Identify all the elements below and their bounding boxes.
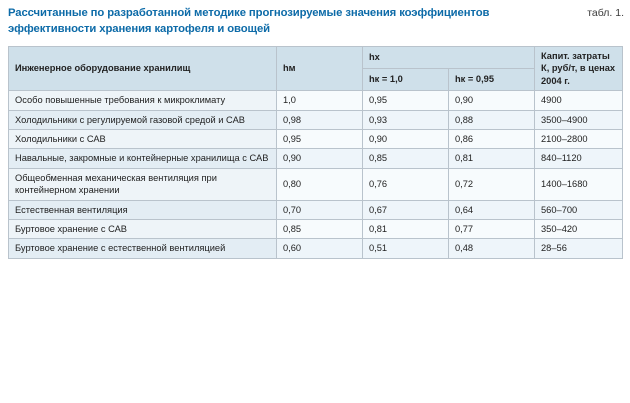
- cell-hx-095: 0,90: [449, 91, 535, 110]
- cell-capex: 4900: [535, 91, 623, 110]
- document-header: [0, 6, 630, 37]
- table-header: [9, 47, 623, 91]
- cell-equipment: Холодильники с САВ: [9, 130, 277, 149]
- cell-equipment: Навальные, закромные и контейнерные хранилища с САВ: [9, 149, 277, 168]
- cell-hm: 0,70: [277, 200, 363, 219]
- cell-hx-10: 0,51: [363, 239, 449, 258]
- column-header-hm: hм: [277, 47, 363, 91]
- table-row: [9, 91, 623, 110]
- cell-hx-10: 0,95: [363, 91, 449, 110]
- cell-hm: 0,95: [277, 130, 363, 149]
- cell-hm: 0,90: [277, 149, 363, 168]
- cell-equipment: Холодильники с регулируемой газовой средой и САВ: [9, 110, 277, 129]
- table-body: [9, 91, 623, 259]
- cell-hm: 0,85: [277, 220, 363, 239]
- cell-capex: 28–56: [535, 239, 623, 258]
- column-header-hk-095: hк = 0,95: [449, 69, 535, 91]
- cell-hm: 0,98: [277, 110, 363, 129]
- cell-hx-10: 0,85: [363, 149, 449, 168]
- cell-capex: 1400–1680: [535, 168, 623, 200]
- table-row: [9, 239, 623, 258]
- cell-equipment: Естественная вентиляция: [9, 200, 277, 219]
- cell-hx-095: 0,48: [449, 239, 535, 258]
- cell-hx-095: 0,81: [449, 149, 535, 168]
- table-row: [9, 149, 623, 168]
- table-row: [9, 110, 623, 129]
- column-header-hk-10: hк = 1,0: [363, 69, 449, 91]
- cell-equipment: Буртовое хранение с САВ: [9, 220, 277, 239]
- cell-hx-095: 0,86: [449, 130, 535, 149]
- column-header-hx: hх: [363, 47, 535, 69]
- cell-hx-10: 0,81: [363, 220, 449, 239]
- cell-capex: 840–1120: [535, 149, 623, 168]
- cell-equipment: Буртовое хранение с естественной вентиляцией: [9, 239, 277, 258]
- cell-hm: 1,0: [277, 91, 363, 110]
- table-row: [9, 130, 623, 149]
- cell-hx-095: 0,88: [449, 110, 535, 129]
- cell-hx-095: 0,64: [449, 200, 535, 219]
- table-row: [9, 200, 623, 219]
- cell-capex: 2100–2800: [535, 130, 623, 149]
- cell-capex: 350–420: [535, 220, 623, 239]
- cell-equipment: Особо повышенные требования к микроклимату: [9, 91, 277, 110]
- table-row: [9, 220, 623, 239]
- table-row: [9, 168, 623, 200]
- cell-hx-10: 0,90: [363, 130, 449, 149]
- cell-capex: 3500–4900: [535, 110, 623, 129]
- cell-equipment: Общеобменная механическая вентиляция при контейнерном хранении: [9, 168, 277, 200]
- column-header-equipment: Инженерное оборудование хранилищ: [9, 47, 277, 91]
- cell-capex: 560–700: [535, 200, 623, 219]
- table-number-label: табл. 1.: [587, 7, 624, 19]
- table-header-row-1: [9, 47, 623, 69]
- cell-hm: 0,80: [277, 168, 363, 200]
- column-header-capex: Капит. затраты К, руб/т, в ценах 2004 г.: [535, 47, 623, 91]
- efficiency-coefficients-table: [8, 46, 623, 259]
- cell-hm: 0,60: [277, 239, 363, 258]
- page-title: Рассчитанные по разработанной методике прогнозируемые значения коэффициентов эффективности хранения картофеля и овощей: [8, 7, 490, 35]
- cell-hx-10: 0,93: [363, 110, 449, 129]
- cell-hx-095: 0,77: [449, 220, 535, 239]
- cell-hx-10: 0,67: [363, 200, 449, 219]
- cell-hx-095: 0,72: [449, 168, 535, 200]
- cell-hx-10: 0,76: [363, 168, 449, 200]
